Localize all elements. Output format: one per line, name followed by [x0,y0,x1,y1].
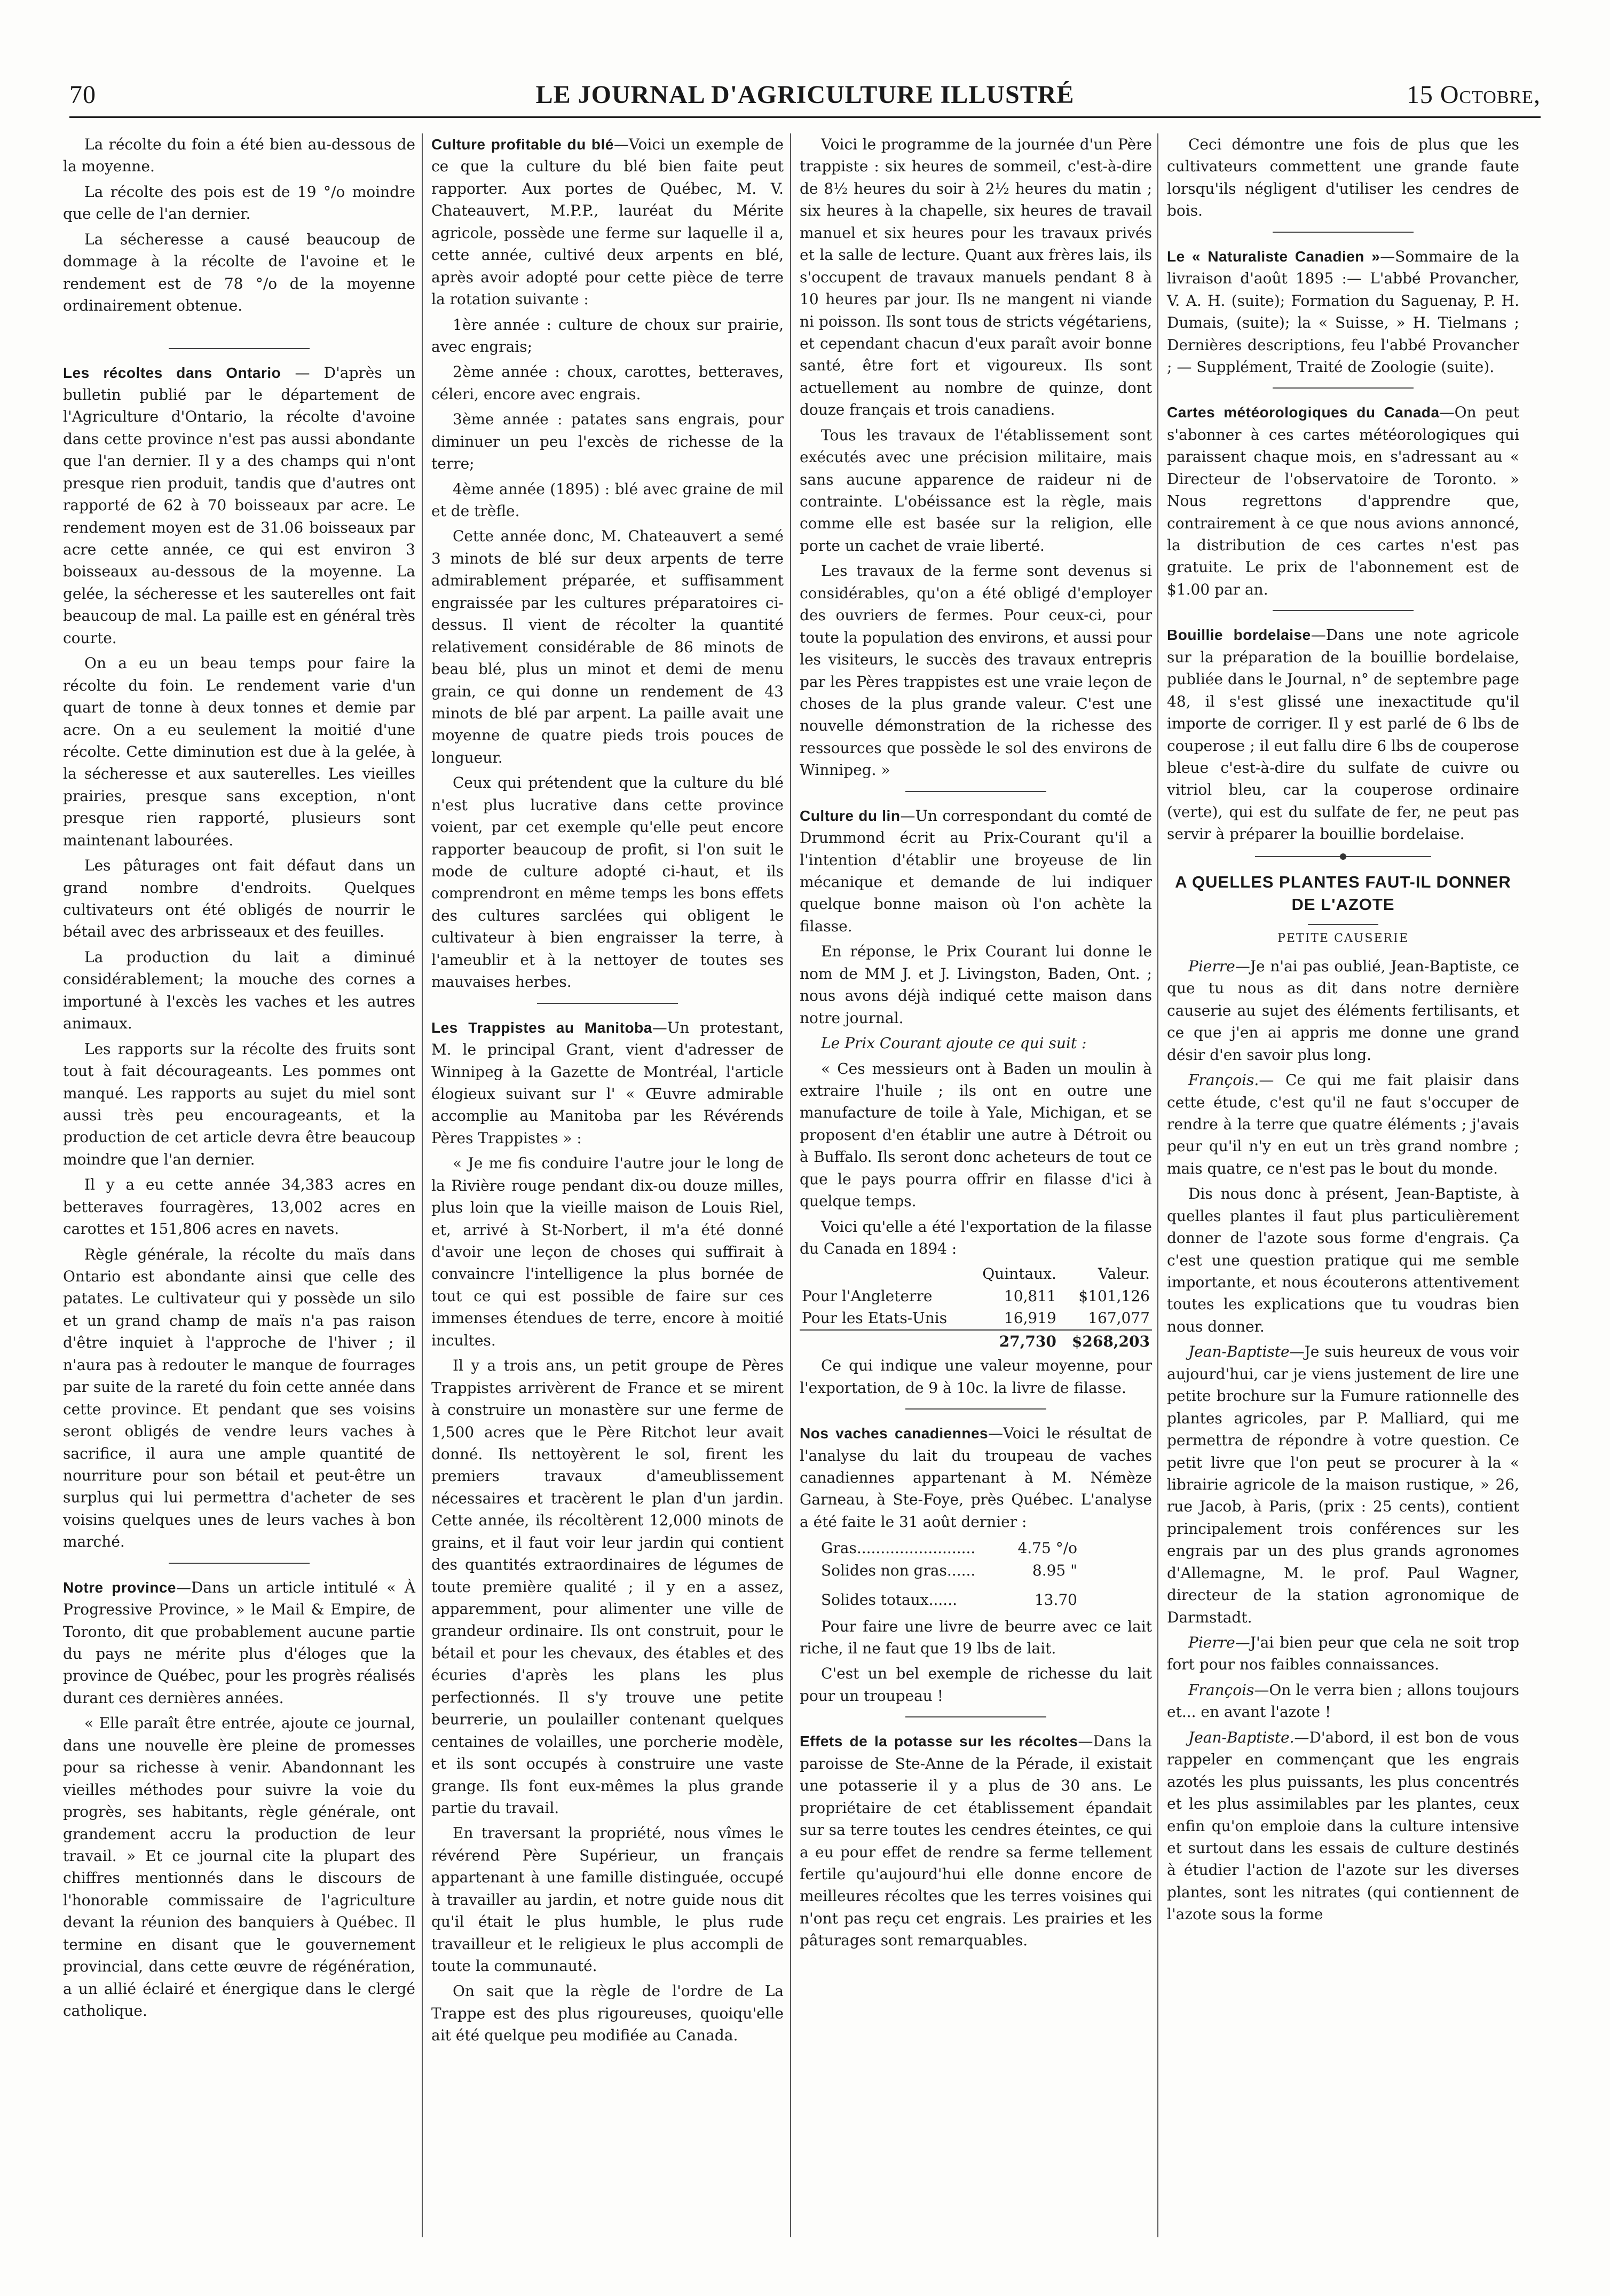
dialogue-line: François—On le verra bien ; allons toujours et... en avant l'azote ! [1167,1681,1519,1721]
table-cell: Pour les Etats-Unis [802,1309,948,1327]
paragraph: Pour faire une livre de beurre avec ce lait riche, il ne faut que 19 lbs de lait. [800,1617,1152,1657]
table-row [800,1307,1152,1329]
article-bouillie [1167,624,1519,845]
paragraph: —Un correspondant du comté de Drummond écrit au Prix-Courant qu'il a l'intention d'établir une broyeuse de lin mécanique et demande de lui indiquer quelque bonne maison où l'on achète la filasse. [800,806,1152,935]
table-cell: $101,126 [1078,1287,1150,1305]
dialogue-line: Pierre—J'ai bien peur que cela ne soit trop fort pour nos faibles connaissances. [1167,1634,1519,1674]
article-subtitle: PETITE CAUSERIE [1277,932,1409,946]
article-heading: Nos vaches canadiennes [800,1425,989,1442]
speaker: Jean-Baptiste [1188,1343,1290,1361]
header-rule [69,116,1541,118]
dialogue-line: Jean-Baptiste.—D'abord, il est bon de vous rappeler en commençant que les engrais azotés les plus puissants, les plus concentrés et les plus assimilables par les plantes, ceux enfin qu'on emploie dans la culture intensive et surtout dans les essais de culture destinés à étudier l'action de l'azote sur les diverses plantes, sont les nitrates (qui contiennent de l'azote sous la forme [1167,1728,1519,1923]
article-province [63,1577,415,2022]
milk-analysis [821,1537,1152,1611]
article-trappistes [431,1017,784,2047]
paragraph: On sait que la règle de l'ordre de La Trappe est des plus rigoureuses, quoiqu'elle ait été quelque peu modifiée au Canada. [431,1982,784,2045]
paragraph: « Ces messieurs ont à Baden un moulin à extraire l'huile ; ils ont en outre une manufacture de toile à Yale, Michigan, et se proposent d'en établir une autre à Détroit ou à Buffalo. Ils seront donc acheteurs de tout ce que le pays pourra offrir en filasse d'ici à quelque temps. [800,1059,1152,1210]
section-divider [905,791,1046,792]
paragraph: En réponse, le Prix Courant lui donne le nom de MM J. et J. Livingston, Baden, Ont. ; nous avons déjà indiqué cette maison dans notre journal. [800,943,1152,1027]
paragraph: Les pâturages ont fait défaut dans un grand nombre d'endroits. Quelques cultivateurs ont été obligés de nourrir le bétail avec des arbrisseaux et des feuilles. [63,857,415,941]
rotation-item: 4ème année (1895) : blé avec graine de mil et de trèfle. [431,480,784,520]
table-cell: 16,919 [1004,1309,1056,1327]
speaker: Pierre [1188,957,1235,975]
paragraph: La production du lait a diminué considérablement; la mouche des cornes a importuné à l'excès les vaches et les autres animaux. [63,948,415,1033]
article-heading: Le « Naturaliste Canadien » [1167,248,1380,265]
paragraph: La sécheresse a causé beaucoup de dommage à la récolte de l'avoine et le rendement est de 78 °/o de la moyenne ordinairement obtenue. [63,230,415,315]
article-heading: Cartes météorologiques du Canada [1167,404,1440,421]
paragraph: Il y a eu cette année 34,383 acres en betteraves fourragères, 13,002 acres en carottes et 151,806 acres en navets. [63,1176,415,1238]
article-naturaliste [1167,246,1519,378]
article-heading: Culture du lin [800,807,901,824]
page-number: 70 [69,81,96,109]
speaker: François [1188,1681,1254,1699]
article-heading: Les Trappistes au Manitoba [431,1019,652,1036]
paragraph: C'est un bel exemple de richesse du lait pour un troupeau ! [800,1665,1152,1705]
journal-title: LE JOURNAL D'AGRICULTURE ILLUSTRÉ [535,81,1075,109]
speaker: Pierre [1188,1634,1235,1652]
paragraph: Ce qui indique une valeur moyenne, pour l'exportation, de 9 à 10c. la livre de filasse. [800,1357,1152,1397]
paragraph: On a eu un beau temps pour faire la récolte du foin. Le rendement varie d'un quart de tonne à deux tonnes et demie par acre. On a eu seulement la moitié d'une récolte. Cette diminution est due à la gelée, à la sécheresse et aux sauterelles. Les vieilles prairies, presque sans exception, n'ont presque rien rapporté, plusieurs sont maintenant labourées. [63,654,415,849]
article-culture-ble [431,133,784,993]
paragraph: Le Prix Courant ajoute ce qui suit : [821,1034,1087,1052]
paragraph: —Voici le résultat de l'analyse du lait du troupeau de vaches canadiennes appartenant à M. Némèze Garneau, à Ste-Foye, près Québec. L'analyse a été faite le 31 août dernier : [800,1424,1152,1531]
article-azote [1167,955,1519,1926]
article-heading: Culture profitable du blé [431,136,614,153]
table-row [800,1285,1152,1307]
paragraph: Voici le programme de la journée d'un Père trappiste : six heures de sommeil, c'est-à-dire de 8½ heures du soir à 2½ heures du matin ; six heures à la chapelle, six heures de travail manuel et six heures pour les travaux privés et la salle de lecture. Quant aux frères lais, ils s'occupent de travaux manuels pendant 8 à 10 heures par jour. Ils ne mangent ni viande ni poisson. Ils sont tous de stricts végétariens, et cependant chacun d'eux paraît avoir bonne santé, être fort et vigoureux. Ils sont actuellement au nombre de quinze, dont douze français et trois canadiens. [800,136,1152,419]
paragraph: —On peut s'abonner à ces cartes météorologiques qui paraissent chaque mois, en s'adressant au « Directeur de l'observatoire de Toronto. » Nous regrettons d'apprendre que, contrairement à ce que nous avions annoncé, la distribution de ces cartes n'est pas gratuite. Le prix de l'abonnement est de $1.00 par an. [1167,403,1519,598]
rotation-item: 2ème année : choux, carottes, betteraves, céleri, encore avec engrais. [431,363,784,403]
paragraph: —Sommaire de la livraison d'août 1895 :— L'abbé Provancher, V. A. H. (suite); Formation du Saguenay, P. H. Dumais, (suite); la « Suisse, » H. Tielmans ; Dernières descriptions, feu l'abbé Provancher ; — Supplément, Traité de Zoologie (suite). [1167,247,1519,376]
section-divider [169,1563,310,1564]
section-divider [1273,232,1414,233]
table-header: Valeur. [1098,1265,1150,1283]
paragraph: Voici qu'elle a été l'exportation de la filasse du Canada en 1894 : [800,1217,1152,1257]
paragraph: Règle générale, la récolte du maïs dans Ontario est abondante ainsi que celle des patates. Le cultivateur qui y possède un silo et un grand champ de maïs n'a pas raison d'être inquiet à l'approche de l'hiver ; il n'aura pas à redouter le manque de fourrages par suite de la rareté du foin cette année dans cette province. Et pendant que ses voisins seront obligés de vendre leurs vaches à sacrifice, il aura une ample quantité de nourriture pour son bétail et peut-être un surplus qui lui permettra d'acheter de ses voisins quelques unes de leurs vaches à bon marché. [63,1245,415,1551]
table-cell: 10,811 [1004,1287,1056,1305]
paragraph: La récolte des pois est de 19 °/o moindre que celle de l'an dernier. [63,183,415,223]
article-ontario [63,362,415,1553]
article-cartes [1167,401,1519,600]
paragraph: —Voici un exemple de ce que la culture du blé bien faite peut rapporter. Aux portes de Québec, M. V. Chateauvert, M.P.P., lauréat du Mérite agricole, possède une ferme sur laquelle il a, cette année, cultivé deux arpents en blé, après avoir adopté pour cette pièce de terre la rotation suivante : [431,136,784,308]
column-separator [422,133,423,2237]
paragraph: —Dans un article intitulé « À Progressive Province, » le Mail & Empire, de Toronto, dit que probablement aucune partie du pays ne mérite plus d'éloges que la province de Québec, pour les progrès réalisés durant ces dernières années. [63,1578,415,1707]
speaker: Jean-Baptiste. [1188,1728,1295,1746]
section-divider [1273,610,1414,611]
section-divider [169,348,310,349]
table-header-row [800,1263,1152,1285]
paragraph: Ceci démontre une fois de plus que les cultivateurs commettent une grande faute lorsqu'ils négligent d'utiliser les cendres de bois. [1167,136,1519,220]
section-divider [905,1408,1046,1410]
paragraph: Les rapports sur la récolte des fruits sont tout à fait décourageants. Les pommes ont manqué. Les rapports au sujet du miel sont aussi très peu encourageants, et la production de cet article devra être beaucoup moindre que l'an dernier. [63,1040,415,1168]
table-header: Quintaux. [982,1265,1056,1283]
column-3 [800,133,1152,1959]
rotation-item: 3ème année : patates sans engrais, pour diminuer un peu l'excès de richesse de la terre; [431,410,784,473]
ornament-divider [1255,856,1431,857]
section-divider [537,1003,678,1004]
analysis-row: Gras......................... 4.75 °/o [821,1539,1077,1557]
column-separator [790,133,791,2237]
paragraph: Il y a trois ans, un petit groupe de Pères Trappistes arrivèrent de France et se mirent à construire un monastère sur une ferme de 1,500 acres que le Père Ritchot leur avait donné. Ils nettoyèrent le sol, firent les premiers travaux d'ameublissement nécessaires et tracèrent le plan d'un jardin. Cette année, ils récoltèrent 12,000 minots de grains, et il faut voir leur jardin qui contient des quantités extraordinaires de légumes de toute première qualité ; il y en a assez, apparemment, pour alimenter une ville de grandeur ordinaire. Ils ont construit, pour le bétail et pour les chevaux, des étables et des écuries d'après les plans les plus perfectionnés. Il s'y trouve une petite beurrerie, un poulailler contenant quelques centaines de volailles, une porcherie modèle, et ils sont occupés à construire une vaste grange. Ils font eux-mêmes la plus grande partie du travail. [431,1357,784,1817]
paragraph: Les travaux de la ferme sont devenus si considérables, qu'on a été obligé d'employer des ouvriers de fermes. Pour ceux-ci, pour toute la population des environs, et aussi pour les visiteurs, le succès des travaux entrepris par les Pères trappistes est une vraie leçon de choses de la plus grande valeur. C'est une nouvelle démonstration de la richesse des ressources que possède le sol des environs de Winnipeg. » [800,562,1152,779]
paragraph: « Elle paraît être entrée, ajoute ce journal, dans une nouvelle ère pleine de promesses pour sa richesse à venir. Abandonnant les vieilles méthodes pour suivre la voie du progrès, ses habitants, règle générale, ont grandement accru la production de leur travail. » Et ce journal cite la plupart des chiffres mentionnés dans le discours de l'honorable commissaire de l'agriculture devant la réunion des banquiers à Québec. Il termine en disant que le gouvernement provincial, dans cette œuvre de régénération, a un allié éclairé et énergique dans le clergé catholique. [63,1714,415,2020]
paragraph: Ceux qui prétendent que la culture du blé n'est plus lucrative dans cette province voient, par cet exemple qu'elle peut encore rapporter beaucoup de profit, si l'on suit le mode de culture adopté ci-haut, et ils comprendront en même temps les bons effets des cultures sarclées qui obligent le cultivateur à bien engraisser la terre, à l'ameublir et à la nettoyer de toutes ses mauvaises herbes. [431,774,784,991]
paragraph: La récolte du foin a été bien au-dessous de la moyenne. [63,136,415,176]
dialogue-line: Pierre—Je n'ai pas oublié, Jean-Baptiste, ce que tu nous as dit dans notre dernière causerie au sujet des éléments fertilisants, et ce que j'en ai appris me donne une grand désir d'en savoir plus long. [1167,957,1519,1064]
analysis-row: Solides totaux...... 13.70 [821,1591,1077,1609]
column-1 [63,133,415,2029]
analysis-row: Solides non gras...... 8.95 " [821,1561,1077,1579]
speaker: François. [1188,1071,1259,1089]
table-cell: 27,730 [969,1330,1059,1352]
article-heading: Effets de la potasse sur les récoltes [800,1733,1078,1750]
paragraph: —Dans une note agricole sur la préparation de la bouillie bordelaise, publiée dans le Journal, n° de septembre page 48, il s'est glissé une inexactitude qu'il importe de corriger. Il y est parlé de 6 lbs de couperose ; il eut fallu dire 6 lbs de couperose bleue c'est-à-dire du sulfate de cuivre ou vitriol bleu, car la couperose ordinaire (verte), qui est du sulfate de fer, ne peut pas servir à préparer la bouillie bordelaise. [1167,626,1519,843]
column-2 [431,133,784,2054]
dialogue-line: Dis nous donc à présent, Jean-Baptiste, à quelles plantes il faut plus particulièrement donner de l'azote sous forme d'engrais. Ça c'est une question pratique qui me semble importante, et nous écouterons attentivement toutes les explications que tu voudras bien nous donner. [1167,1185,1519,1335]
article-vaches [800,1422,1152,1707]
paragraph: En traversant la propriété, nous vîmes le révérend Père Supérieur, un français appartenant à une famille distinguée, occupé à travailler au jardin, et notre guide nous dit qu'il était le plus humble, le plus rude travailleur et le religieux le plus accompli de toute la communauté. [431,1824,784,1975]
table-cell: 167,077 [1088,1309,1150,1327]
rotation-item: 1ère année : culture de choux sur prairie, avec engrais; [431,315,784,355]
article-title: A QUELLES PLANTES FAUT-IL DONNER DE L'AZOTE [1175,872,1511,914]
article-heading: Notre province [63,1579,177,1596]
paragraph: —Un protestant, M. le principal Grant, vient d'adresser de Winnipeg à la Gazette de Montréal, l'article élogieux suivant sur l' « Œuvre admirable accomplie au Manitoba par les Révérends Pères Trappistes » : [431,1018,784,1147]
article-heading: Les récoltes dans Ontario [63,364,281,381]
dialogue-line: Jean-Baptiste—Je suis heureux de vous voir aujourd'hui, car je viens justement de lire une petite brochure sur la Fumure rationnelle des plantes agricoles, par P. Malliard, qui me permettra de répondre à votre question. Ce petit livre que l'on peut se procurer à la « librairie agricole de la maison rustique, » 26, rue Jacob, à Paris, (prix : 25 cents), contient principalement trois conférences sur les engrais par un des plus grands agronomes d'Allemagne, M. le prof. Paul Wagner, directeur de la station agronomique de Darmstadt. [1167,1343,1519,1626]
article-lin [800,805,1152,1399]
table-total-row [800,1330,1152,1352]
paragraph: Cette année donc, M. Chateauvert a semé 3 minots de blé sur deux arpents de terre admirablement préparée, et suffisamment engraissée par les cultures préparatoires ci-dessus. Il vient de récolter la quantité relativement considérable de 86 minots de beau blé, plus un minot et demi de menu grain, ce qui donne un rendement de 43 minots de blé par arpent. La paille avait une moyenne de quatre pieds trois pouces de longueur. [431,527,784,766]
column-4 [1167,133,1519,1933]
article-potasse [800,1730,1152,1951]
table-cell: $268,203 [1059,1330,1152,1352]
table-cell: Pour l'Angleterre [802,1287,933,1305]
issue-date: 15 Octobre, [1406,81,1541,109]
paragraph: Tous les travaux de l'établissement sont exécutés avec une précision militaire, mais sans aucune apparence de raideur ni de contrainte. L'obéissance est la règle, mais comme elle est basée sur la religion, elle porte un cachet de vraie liberté. [800,426,1152,555]
article-heading: Bouillie bordelaise [1167,627,1311,644]
column-separator [1157,133,1158,2237]
paragraph: « Je me fis conduire l'autre jour le long de la Rivière rouge pendant dix-ou douze milles, plus loin que la vieille maison de Louis Riel, et, arrivé à St-Norbert, il m'a été donné d'avoir une leçon de choses qui suffirait à convaincre l'intelligence la plus bornée de tout ce qui est possible de faire sur ces immenses étendues de terre, encore à moitié incultes. [431,1154,784,1349]
section-divider [1273,387,1414,389]
paragraph: —Dans la paroisse de Ste-Anne de la Pérade, il existait une potasserie il y a plus de 30 ans. Le propriétaire de cet établissement épandait sur sa terre toutes les cendres éteintes, ce qui a eu pour effet de rendre sa ferme tellement fertile qu'aujourd'hui elle donne encore de meilleures récoltes que les terres voisines qui n'ont pas reçu cet engrais. Les prairies et les pâturages sont remarquables. [800,1732,1152,1950]
dialogue-line: François.— Ce qui me fait plaisir dans cette étude, c'est qu'il ne faut s'occuper de rendre à la terre que quatre éléments ; j'avais peur qu'il n'y en eut un très grand nombre ; mais quatre, ce n'est pas le bout du monde. [1167,1071,1519,1177]
title-rule [1308,924,1378,925]
paragraph: — D'après un bulletin publié par le département de l'Agriculture d'Ontario, la récolte d'avoine dans cette province n'est pas aussi abondante que l'an dernier. Il y a des champs qui n'ont presque rien produit, tandis que d'autres ont rapporté de 62 à 70 boisseaux par acre. Le rendement moyen est de 31.06 boisseaux par acre cette année, ce qui est environ 3 boisseaux au-dessous de la moyenne. La gelée, la sécheresse et les sauterelles ont fait beaucoup de mal. La paille est en général très courte. [63,363,415,647]
section-divider [905,1716,1046,1717]
export-table [800,1263,1152,1352]
